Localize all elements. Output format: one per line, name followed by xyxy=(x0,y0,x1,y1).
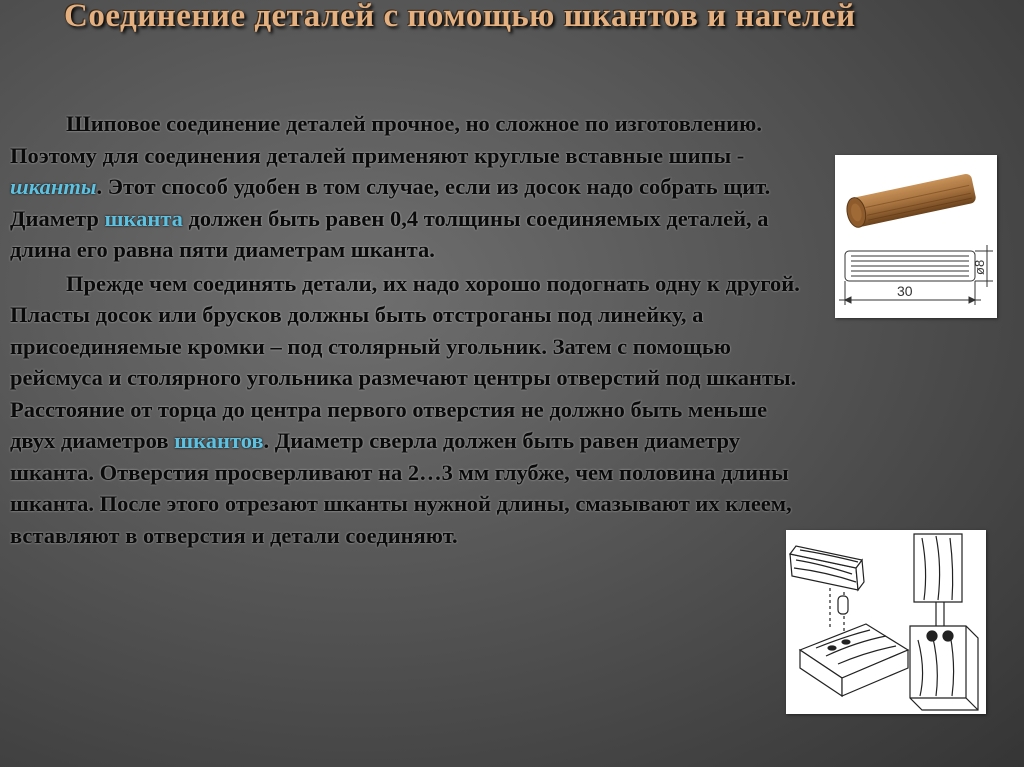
dowel-joint-illustration xyxy=(786,530,986,714)
joint-figure xyxy=(786,530,986,714)
paragraph-2-text-a: Прежде чем соединять детали, их надо хорошо подогнать одну к другой. Пласты досок или брусков должны быть отстроганы под линейку, а присоединяемые кромки – под столярный угольник. Затем с помощью рейсмуса и столярного угольника размечают центры отверстий под шканты. Расстояние от торца до центра первого отверстия не должно быть меньше двух диаметров xyxy=(10,270,800,453)
paragraph-1-text-a: Шиповое соединение деталей прочное, но сложное по изготовлению. Поэтому для соединения деталей применяют круглые вставные шипы - xyxy=(10,111,762,168)
dowel-pins xyxy=(830,588,848,632)
dowel-drawing xyxy=(839,245,993,305)
vertical-board xyxy=(914,534,962,626)
paragraph-2-text-b: . Диаметр сверла должен быть равен диаметру шканта. Отверстия просверливают на 2…3 мм глубже, чем половина длины шканта. После этого отрезают шканты нужной длины, смазывают их клеем, вставляют в отверстия и детали соединяют. xyxy=(10,428,792,548)
dowel-illustration xyxy=(835,155,997,318)
paragraph-1-text-c: должен быть равен 0,4 толщины соединяемых деталей, а длина его равна пяти диаметрам шканта. xyxy=(10,205,769,262)
paragraph-2 xyxy=(10,268,810,552)
lower-board xyxy=(800,624,908,696)
paragraph-1 xyxy=(10,108,810,266)
paragraph-1-text-b: . Этот способ удобен в том случае, если из досок надо собрать щит. Диаметр xyxy=(10,174,771,231)
dowel-diameter-label: ø8 xyxy=(972,259,987,275)
term-shkantov: шкантов xyxy=(174,428,264,453)
term-shkanta: шканта xyxy=(104,205,183,231)
wooden-dowel xyxy=(844,173,976,229)
dowel-length-label: 30 xyxy=(897,283,913,299)
horizontal-board xyxy=(910,626,978,710)
slide-title: Соединение деталей с помощью шкантов и нагелей xyxy=(64,0,856,34)
upper-board xyxy=(790,546,864,590)
term-shkanty: шканты xyxy=(10,174,97,199)
body-text xyxy=(10,108,810,551)
dowel-figure xyxy=(835,155,997,318)
